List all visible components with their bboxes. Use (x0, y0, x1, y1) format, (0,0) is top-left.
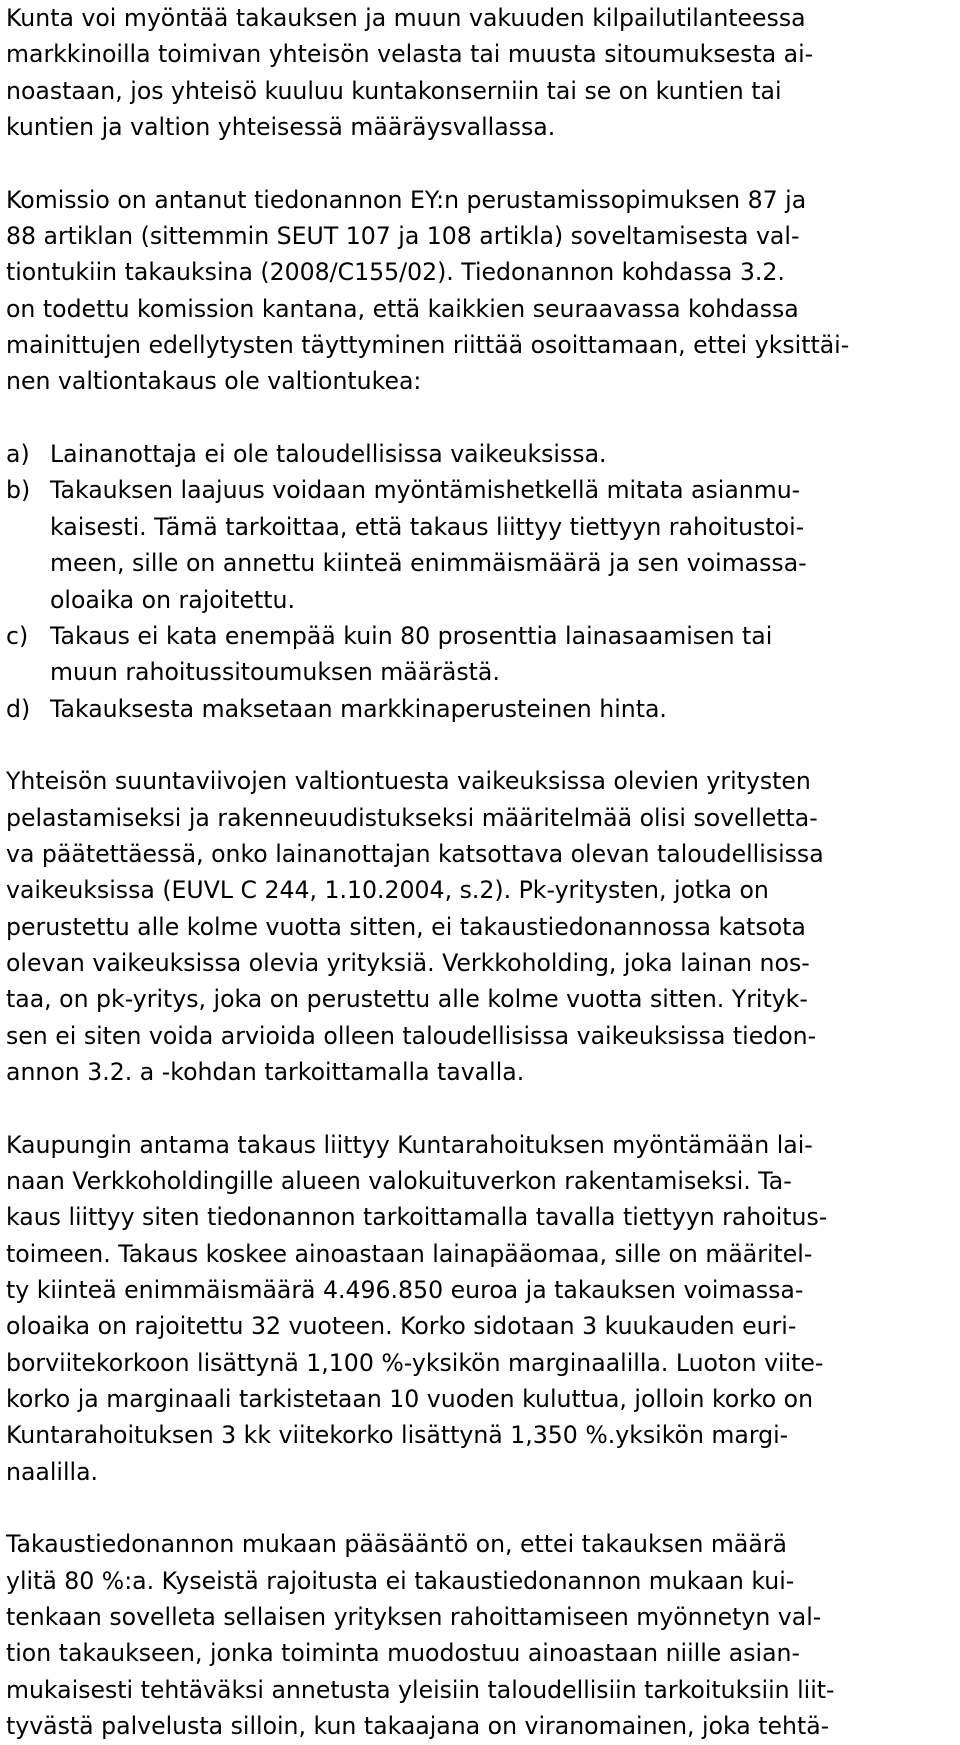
text-line: vaikeuksissa (EUVL C 244, 1.10.2004, s.2). Pk-yritysten, jotka on (6, 876, 769, 905)
paragraph-guarantee-rules (6, 0, 954, 145)
list-item-body (50, 472, 954, 617)
text-line: muun rahoitussitoumuksen määrästä. (50, 658, 500, 687)
list-marker: a) (6, 440, 30, 469)
list-marker: c) (6, 621, 29, 650)
paragraph-gap (6, 145, 954, 181)
text-line: toimeen. Takaus koskee ainoastaan lainapääomaa, sille on määritel- (6, 1239, 813, 1268)
text-line: pelastamiseksi ja rakenneuudistukseksi määritelmää olisi sovelletta- (6, 803, 818, 832)
paragraph-gap (6, 400, 954, 436)
list-item-b (6, 472, 954, 617)
text-line: ylitä 80 %:a. Kyseistä rajoitusta ei takaustiedonannon mukaan kui- (6, 1566, 795, 1595)
text-line: Takaus ei kata enempää kuin 80 prosenttia lainasaamisen tai (50, 621, 773, 650)
text-line: naalilla. (6, 1457, 99, 1486)
text-line: mainittujen edellytysten täyttyminen riittää osoittamaan, ettei yksittäi- (6, 331, 850, 360)
text-line: 88 artiklan (sittemmin SEUT 107 ja 108 artikla) soveltamisesta val- (6, 222, 800, 251)
text-line: Yhteisön suuntaviivojen valtiontuesta vaikeuksissa olevien yritysten (6, 767, 811, 796)
paragraph-commission-notice (6, 182, 954, 400)
text-line: perustettu alle kolme vuotta sitten, ei takaustiedonannossa katsota (6, 912, 806, 941)
text-line: tyvästä palvelusta silloin, kun takaajana on viranomainen, joka tehtä- (6, 1712, 830, 1741)
text-line: Lainanottaja ei ole taloudellisissa vaikeuksissa. (50, 440, 607, 469)
list-item-c (6, 618, 954, 691)
text-line: tiontukiin takauksina (2008/C155/02). Tiedonannon kohdassa 3.2. (6, 258, 785, 287)
paragraph-guidelines (6, 763, 954, 1090)
paragraph-gap (6, 1090, 954, 1126)
paragraph-gap (6, 727, 954, 763)
text-line: tenkaan sovelleta sellaisen yrityksen rahoittamiseen myönnetyn val- (6, 1603, 822, 1632)
text-line: mukaisesti tehtäväksi annetusta yleisiin taloudellisiin tarkoituksiin liit- (6, 1675, 835, 1704)
text-line: Takauksen laajuus voidaan myöntämishetkellä mitata asianmu- (50, 476, 801, 505)
conditions-list (6, 436, 954, 727)
list-marker: b) (6, 476, 31, 505)
text-line: nen valtiontakaus ole valtiontukea: (6, 367, 422, 396)
list-item-d (6, 691, 954, 727)
text-line: korko ja marginaali tarkistetaan 10 vuoden kuluttua, jolloin korko on (6, 1385, 814, 1414)
text-line: kuntien ja valtion yhteisessä määräysvallassa. (6, 113, 556, 142)
text-line: borviitekorkoon lisättynä 1,100 %-yksikön marginaalilla. Luoton viite- (6, 1348, 824, 1377)
paragraph-city-guarantee (6, 1127, 954, 1490)
text-line: kaisesti. Tämä tarkoittaa, että takaus liittyy tiettyyn rahoitustoi- (50, 512, 805, 541)
text-line: taa, on pk-yritys, joka on perustettu alle kolme vuotta sitten. Yrityk- (6, 985, 808, 1014)
text-line: sen ei siten voida arvioida olleen taloudellisissa vaikeuksissa tiedon- (6, 1021, 817, 1050)
text-line: oloaika on rajoitettu. (50, 585, 295, 614)
text-line: annon 3.2. a -kohdan tarkoittamalla tavalla. (6, 1057, 525, 1086)
text-line: Kuntarahoituksen 3 kk viitekorko lisättynä 1,350 %.yksikön margi- (6, 1421, 789, 1450)
text-line: va päätettäessä, onko lainanottajan katsottava olevan taloudellisissa (6, 839, 824, 868)
text-line: noastaan, jos yhteisö kuuluu kuntakonserniin tai se on kuntien tai (6, 76, 782, 105)
list-item-body (50, 436, 954, 472)
list-item-body (50, 691, 954, 727)
text-line: olevan vaikeuksissa olevia yrityksiä. Verkkoholding, joka lainan nos- (6, 948, 810, 977)
text-line: meen, sille on annettu kiinteä enimmäismäärä ja sen voimassa- (50, 549, 807, 578)
text-line: ty kiinteä enimmäismäärä 4.496.850 euroa ja takauksen voimassa- (6, 1276, 804, 1305)
list-item-body (50, 618, 954, 691)
text-line: Takaustiedonannon mukaan pääsääntö on, ettei takauksen määrä (6, 1530, 787, 1559)
paragraph-guarantee-limit (6, 1526, 954, 1744)
text-line: tion takaukseen, jonka toiminta muodostuu ainoastaan niille asian- (6, 1639, 801, 1668)
paragraph-gap (6, 1490, 954, 1526)
text-line: markkinoilla toimivan yhteisön velasta tai muusta sitoumuksesta ai- (6, 40, 814, 69)
text-line: Takauksesta maksetaan markkinaperusteinen hinta. (50, 694, 667, 723)
text-line: on todettu komission kantana, että kaikkien seuraavassa kohdassa (6, 294, 799, 323)
list-marker: d) (6, 694, 31, 723)
list-item-a (6, 436, 954, 472)
text-line: Kunta voi myöntää takauksen ja muun vakuuden kilpailutilanteessa (6, 4, 806, 32)
text-line: kaus liittyy siten tiedonannon tarkoittamalla tavalla tiettyyn rahoitus- (6, 1203, 828, 1232)
text-line: Kaupungin antama takaus liittyy Kuntarahoituksen myöntämään lai- (6, 1130, 813, 1159)
text-line: Komissio on antanut tiedonannon EY:n perustamissopimuksen 87 ja (6, 185, 807, 214)
document-page (6, 0, 954, 1745)
text-line: oloaika on rajoitettu 32 vuoteen. Korko sidotaan 3 kuukauden euri- (6, 1312, 797, 1341)
text-line: naan Verkkoholdingille alueen valokuituverkon rakentamiseksi. Ta- (6, 1167, 792, 1195)
